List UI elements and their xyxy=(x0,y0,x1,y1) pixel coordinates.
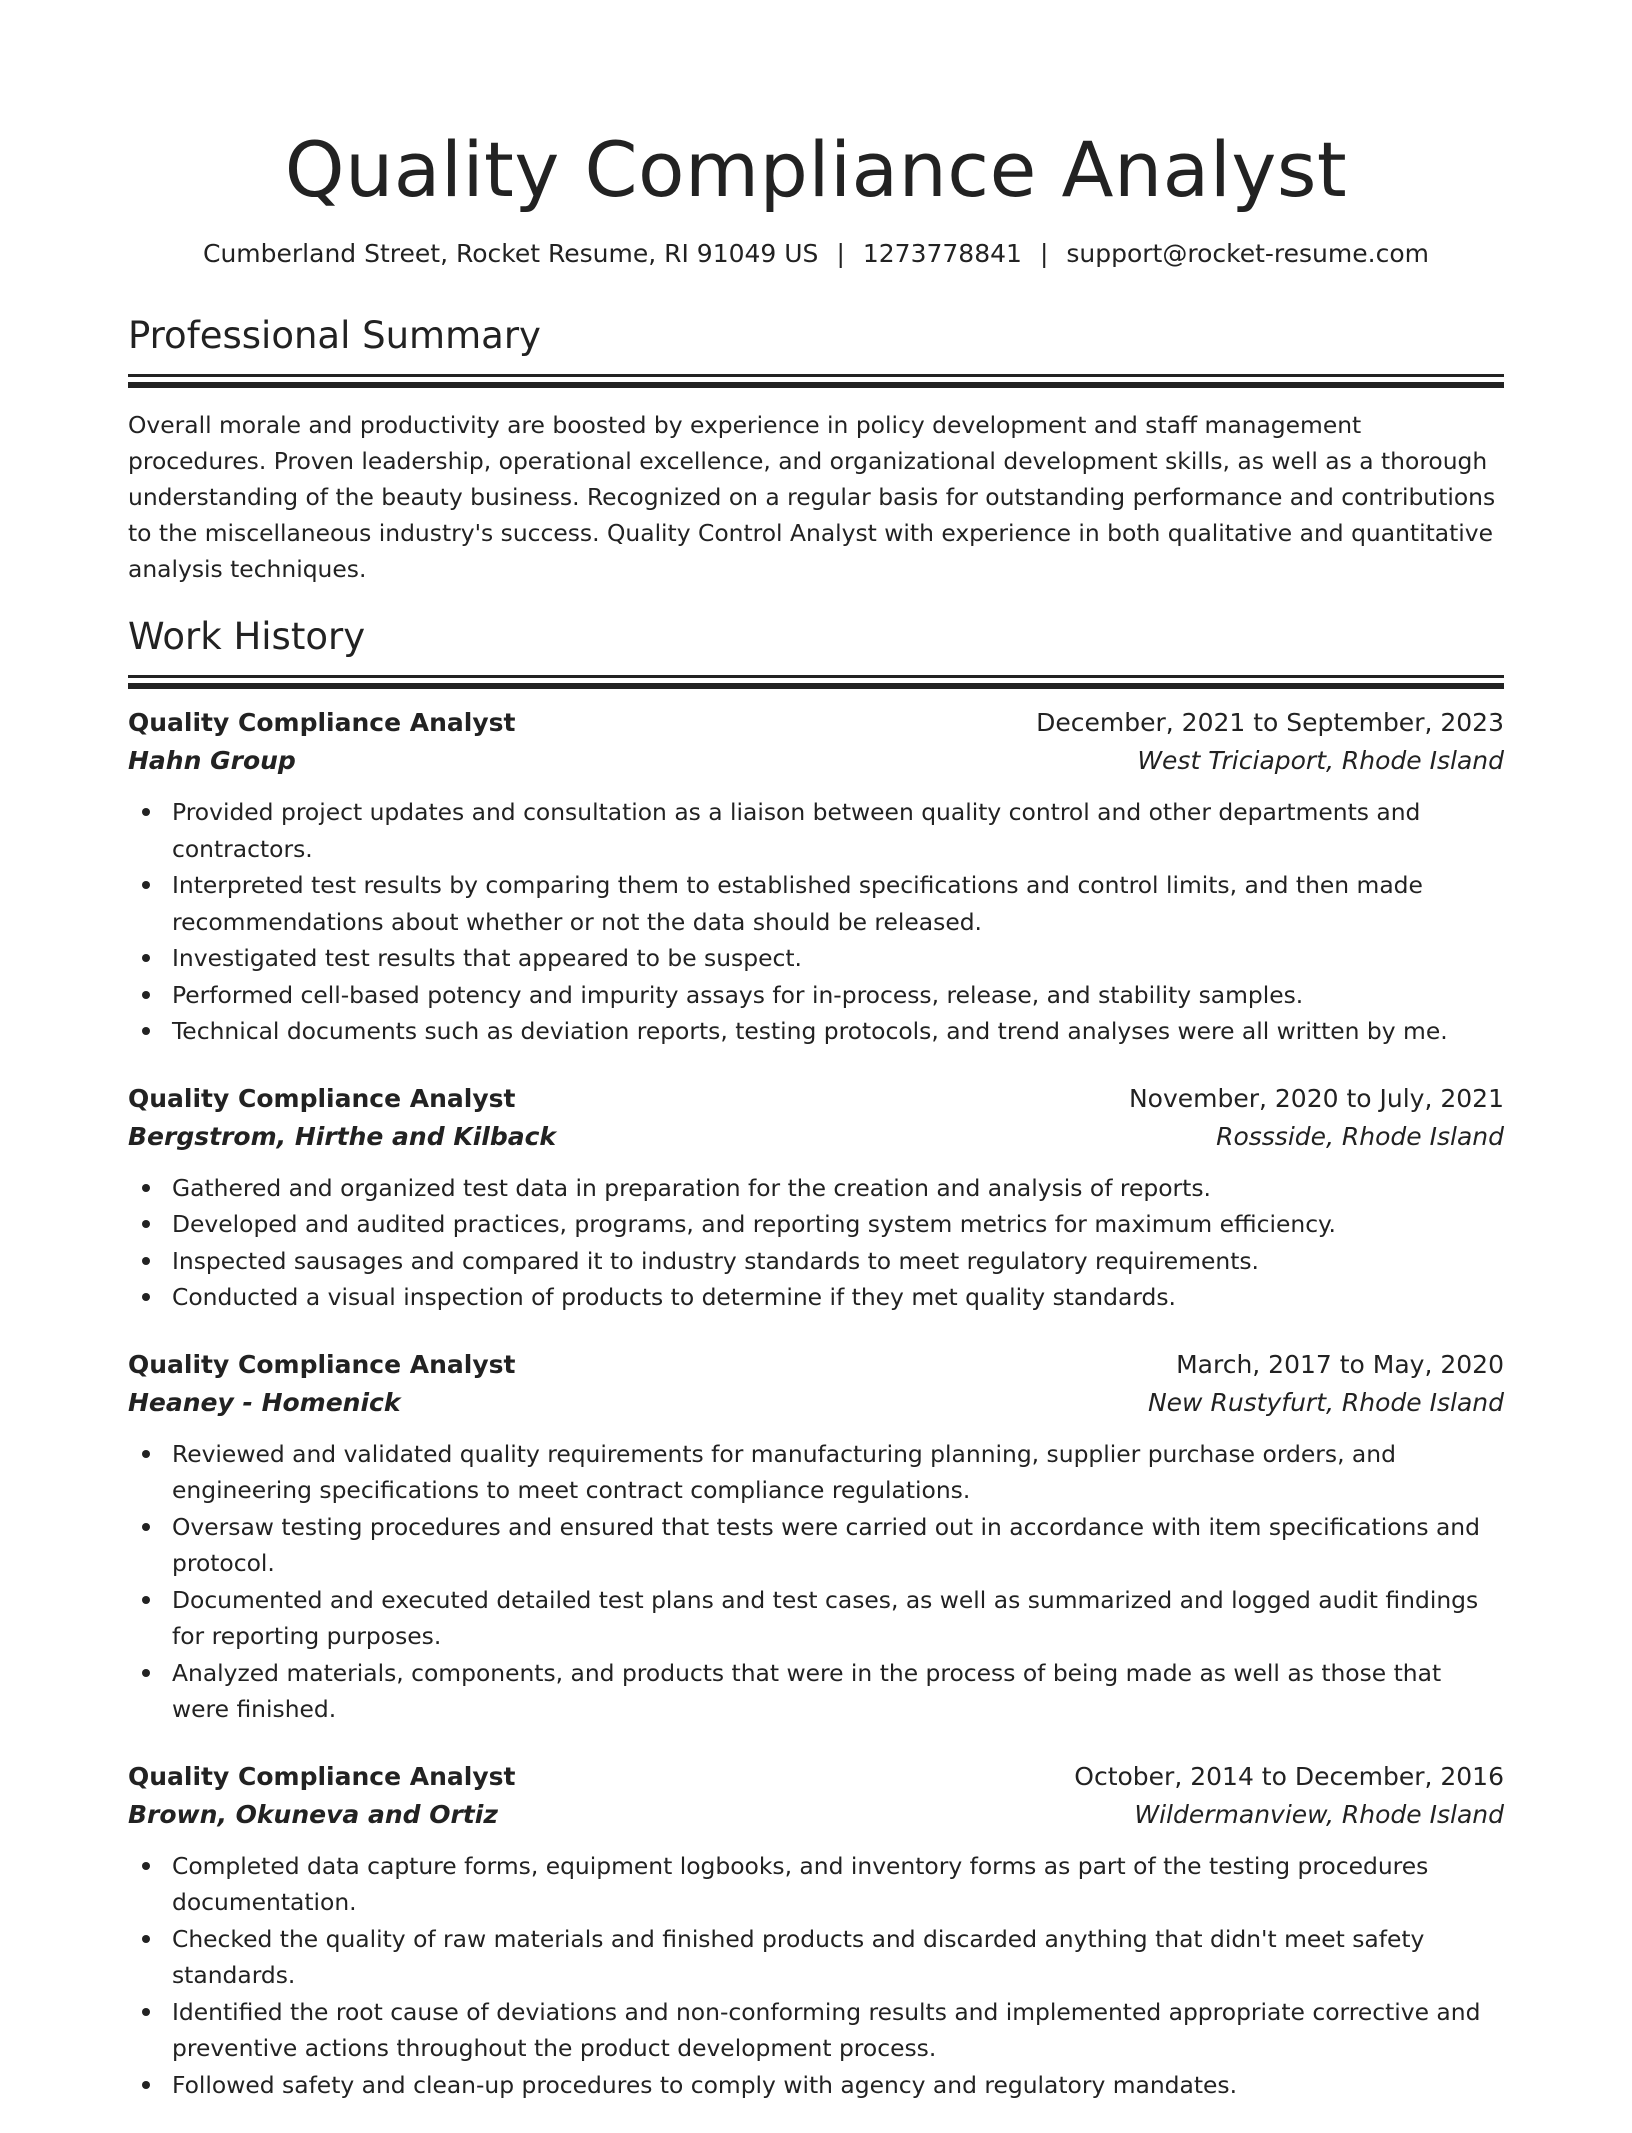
job-company: Brown, Okuneva and Ortiz xyxy=(128,1799,498,1829)
section-divider xyxy=(128,675,1504,678)
job-company: Bergstrom, Hirthe and Kilback xyxy=(128,1121,557,1151)
job-bullet: Gathered and organized test data in preparation for the creation and analysis of reports. xyxy=(128,1170,1504,1207)
resume-page xyxy=(128,0,1504,2133)
job-entry xyxy=(128,1080,1504,1316)
job-bullet: Reviewed and validated quality requirements for manufacturing planning, supplier purchase orders, and engineering specifications to meet contract compliance regulations. xyxy=(128,1436,1504,1509)
job-entry xyxy=(128,1346,1504,1728)
work-history-heading: Work History xyxy=(128,615,366,658)
job-location: Wildermanview, Rhode Island xyxy=(1134,1799,1504,1829)
job-bullet: Performed cell-based potency and impurity assays for in-process, release, and stability samples. xyxy=(128,977,1504,1014)
job-bullet: Conducted a visual inspection of products to determine if they met quality standards. xyxy=(128,1279,1504,1316)
job-list xyxy=(128,704,1504,2103)
contact-separator: | xyxy=(1039,239,1049,268)
job-company: Hahn Group xyxy=(128,746,296,775)
job-title: Quality Compliance Analyst xyxy=(128,1349,516,1379)
job-bullet: Developed and audited practices, programs, and reporting system metrics for maximum efficiency. xyxy=(128,1206,1504,1243)
job-bullet: Inspected sausages and compared it to industry standards to meet regulatory requirements. xyxy=(128,1243,1504,1280)
job-location: Rossside, Rhode Island xyxy=(1216,1121,1504,1151)
resume-title: Quality Compliance Analyst xyxy=(284,125,1348,214)
job-bullet: Oversaw testing procedures and ensured that tests were carried out in accordance with item specifications and protocol. xyxy=(128,1509,1504,1582)
job-location: New Rustyfurt, Rhode Island xyxy=(1147,1387,1504,1417)
job-company: Heaney - Homenick xyxy=(128,1387,401,1417)
job-bullet: Completed data capture forms, equipment logbooks, and inventory forms as part of the testing procedures documentation. xyxy=(128,1848,1504,1921)
summary-text: Overall morale and productivity are boosted by experience in policy development and staff management procedures. Proven leadership, operational excellence, and organizational development skills, as well as a thorough understanding of the beauty business. Recognized on a regular basis for outstanding performance and contributions to the miscellaneous industry's success. Quality Control Analyst with experience in both qualitative and quantitative analysis techniques. xyxy=(128,411,1496,583)
contact-email: support@rocket-resume.com xyxy=(1066,239,1429,268)
job-entry xyxy=(128,1758,1504,2104)
job-bullet: Checked the quality of raw materials and finished products and discarded anything that didn't meet safety standards. xyxy=(128,1921,1504,1994)
job-bullet: Identified the root cause of deviations and non-conforming results and implemented appropriate corrective and preventive actions throughout the product development process. xyxy=(128,1994,1504,2067)
job-bullet: Followed safety and clean-up procedures to comply with agency and regulatory mandates. xyxy=(128,2067,1504,2104)
job-title: Quality Compliance Analyst xyxy=(128,1083,516,1113)
job-dates: December, 2021 to September, 2023 xyxy=(1036,708,1504,737)
job-bullet: Interpreted test results by comparing them to established specifications and control limits, and then made recommendations about whether or not the data should be released. xyxy=(128,867,1504,940)
contact-address: Cumberland Street, Rocket Resume, RI 91049 US xyxy=(203,239,819,268)
job-bullets xyxy=(128,1436,1504,1728)
contact-separator: | xyxy=(836,239,845,268)
job-bullet: Provided project updates and consultation as a liaison between quality control and other departments and contractors. xyxy=(128,794,1504,867)
job-title: Quality Compliance Analyst xyxy=(128,1761,516,1791)
contact-line xyxy=(128,236,1504,272)
job-bullet: Documented and executed detailed test plans and test cases, as well as summarized and logged audit findings for reporting purposes. xyxy=(128,1582,1504,1655)
job-bullets xyxy=(128,794,1504,1050)
job-bullet: Technical documents such as deviation reports, testing protocols, and trend analyses were all written by me. xyxy=(128,1013,1504,1050)
job-bullets xyxy=(128,1170,1504,1316)
job-bullet: Analyzed materials, components, and products that were in the process of being made as well as those that were finished. xyxy=(128,1655,1504,1728)
job-entry xyxy=(128,704,1504,1050)
job-dates: March, 2017 to May, 2020 xyxy=(1176,1349,1504,1379)
job-bullets xyxy=(128,1848,1504,2104)
contact-phone: 1273778841 xyxy=(862,239,1022,268)
job-dates: November, 2020 to July, 2021 xyxy=(1128,1083,1504,1113)
section-divider xyxy=(128,374,1504,377)
job-dates: October, 2014 to December, 2016 xyxy=(1074,1761,1504,1791)
job-bullet: Investigated test results that appeared to be suspect. xyxy=(128,940,1504,977)
job-title: Quality Compliance Analyst xyxy=(128,708,516,737)
job-location: West Triciaport, Rhode Island xyxy=(1137,746,1504,775)
summary-heading: Professional Summary xyxy=(128,314,541,357)
